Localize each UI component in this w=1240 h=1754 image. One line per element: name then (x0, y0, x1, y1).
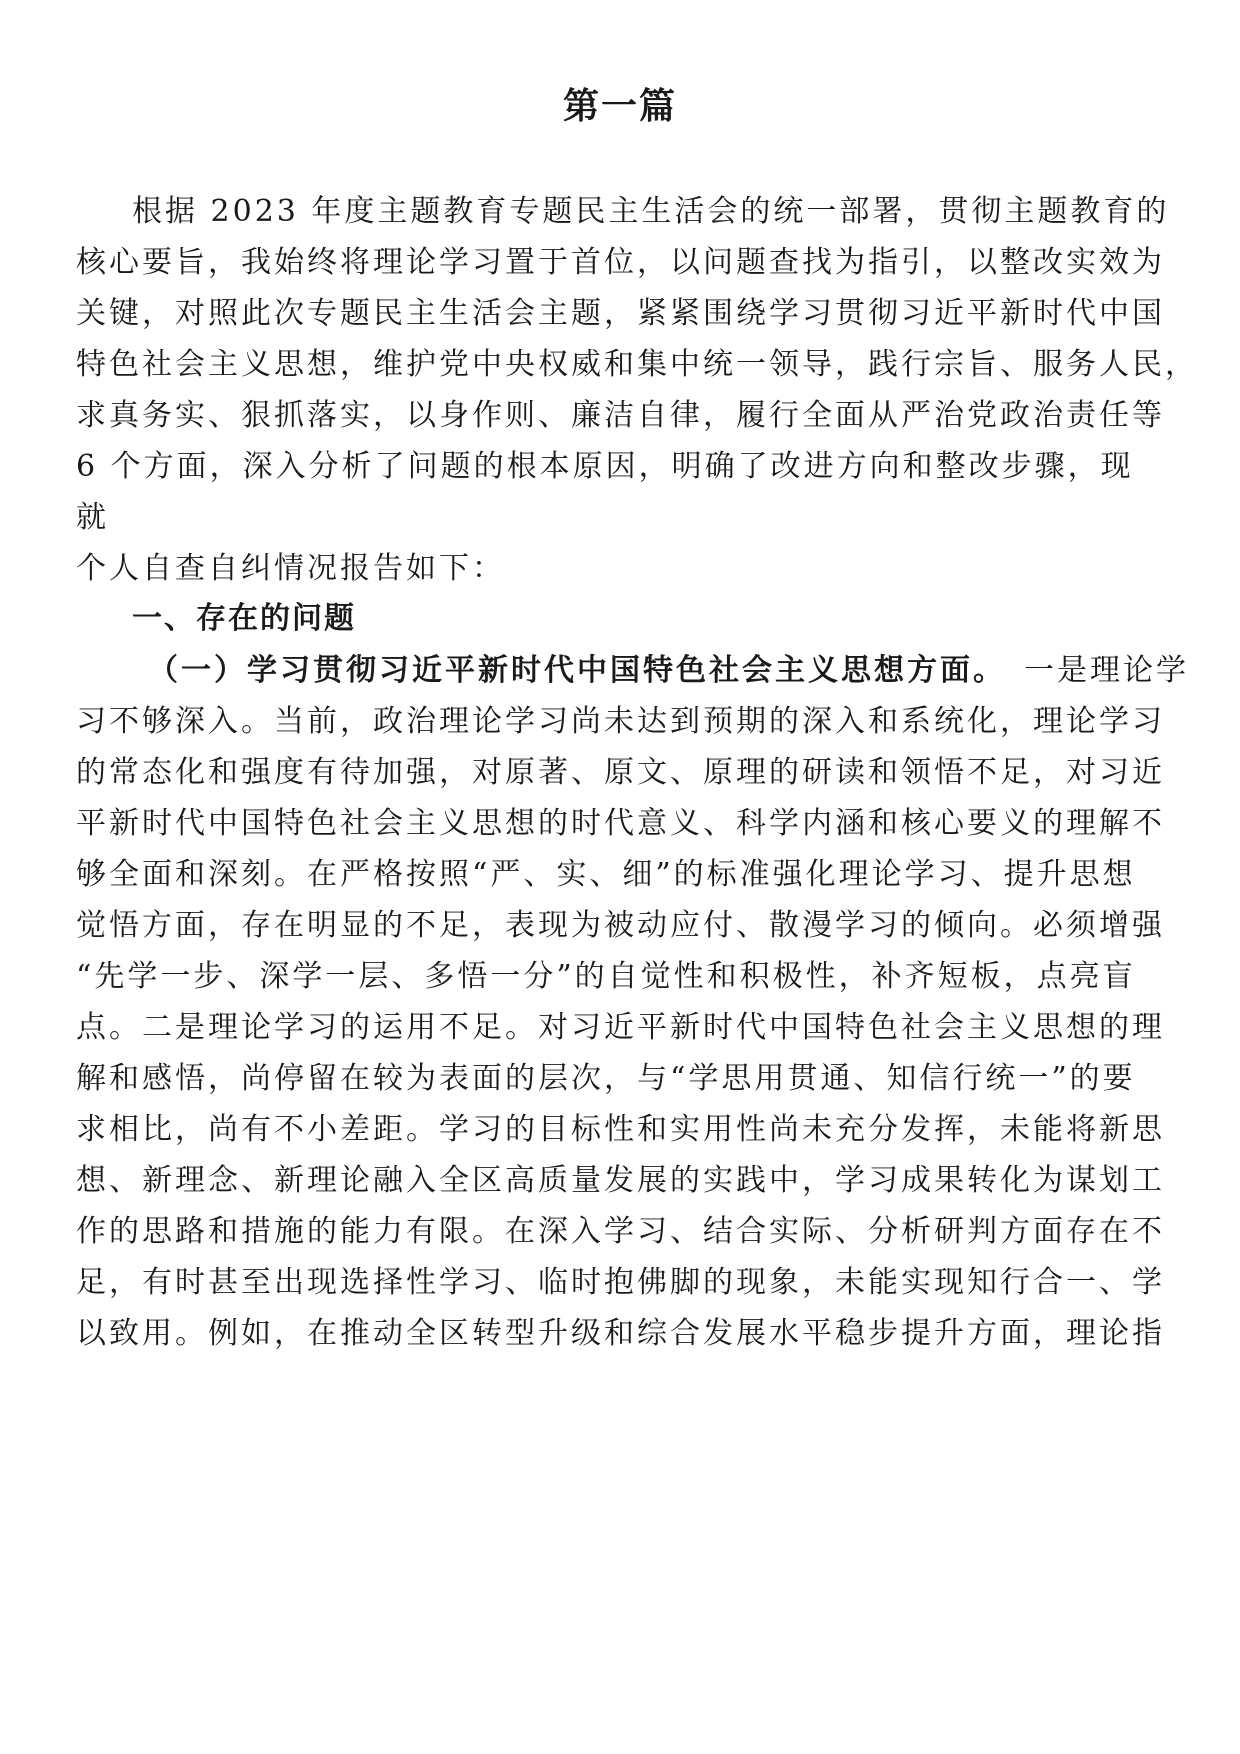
body-line-13: 以致用。例如，在推动全区转型升级和综合发展水平稳步提升方面，理论指 (76, 1316, 1165, 1351)
intro-line-4: 特色社会主义思想，维护党中央权威和集中统一领导，践行宗旨、服务人民， (76, 347, 1198, 382)
intro-line-1: 根据 2023 年度主题教育专题民主生活会的统一部署，贯彻主题教育的 (132, 194, 1170, 229)
body-line-11: 作的思路和措施的能力有限。在深入学习、结合实际、分析研判方面存在不 (76, 1214, 1165, 1249)
intro-line-7: 就 (76, 500, 109, 535)
document-title: 第一篇 (562, 86, 677, 127)
body-line-3: 平新时代中国特色社会主义思想的时代意义、科学内涵和核心要义的理解不 (76, 806, 1165, 841)
intro-line-8: 个人自查自纠情况报告如下： (76, 551, 505, 586)
body-line-2: 的常态化和强度有待加强，对原著、原文、原理的研读和领悟不足，对习近 (76, 755, 1165, 790)
body-line-8: 解和感悟，尚停留在较为表面的层次，与“学思用贯通、知信行统一”的要 (76, 1061, 1136, 1096)
intro-line-3: 关键，对照此次专题民主生活会主题，紧紧围绕学习贯彻习近平新时代中国 (76, 296, 1165, 331)
subsection-first-line-rest: 一是理论学 (1024, 653, 1189, 688)
body-line-10: 想、新理念、新理论融入全区高质量发展的实践中，学习成果转化为谋划工 (76, 1163, 1165, 1198)
section-heading: 一、存在的问题 (132, 601, 356, 636)
subsection-first-line (148, 647, 1189, 695)
body-line-9: 求相比，尚有不小差距。学习的目标性和实用性尚未充分发挥，未能将新思 (76, 1112, 1165, 1147)
body-line-1: 习不够深入。当前，政治理论学习尚未达到预期的深入和系统化，理论学习 (76, 704, 1165, 739)
body-line-7: 点。二是理论学习的运用不足。对习近平新时代中国特色社会主义思想的理 (76, 1010, 1165, 1045)
intro-line-2: 核心要旨，我始终将理论学习置于首位，以问题查找为指引，以整改实效为 (76, 245, 1165, 280)
body-line-6: “先学一步、深学一层、多悟一分”的自觉性和积极性，补齐短板，点亮盲 (76, 959, 1136, 994)
intro-line-5: 求真务实、狠抓落实，以身作则、廉洁自律，履行全面从严治党政治责任等 (76, 398, 1165, 433)
body-line-12: 足，有时甚至出现选择性学习、临时抱佛脚的现象，未能实现知行合一、学 (76, 1265, 1165, 1300)
body-line-5: 觉悟方面，存在明显的不足，表现为被动应付、散漫学习的倾向。必须增强 (76, 908, 1165, 943)
subsection-heading: （一）学习贯彻习近平新时代中国特色社会主义思想方面。 (148, 653, 1006, 688)
intro-line-6: 6 个方面，深入分析了问题的根本原因，明确了改进方向和整改步骤，现 (76, 449, 1134, 484)
body-line-4: 够全面和深刻。在严格按照“严、实、细”的标准强化理论学习、提升思想 (76, 857, 1136, 892)
